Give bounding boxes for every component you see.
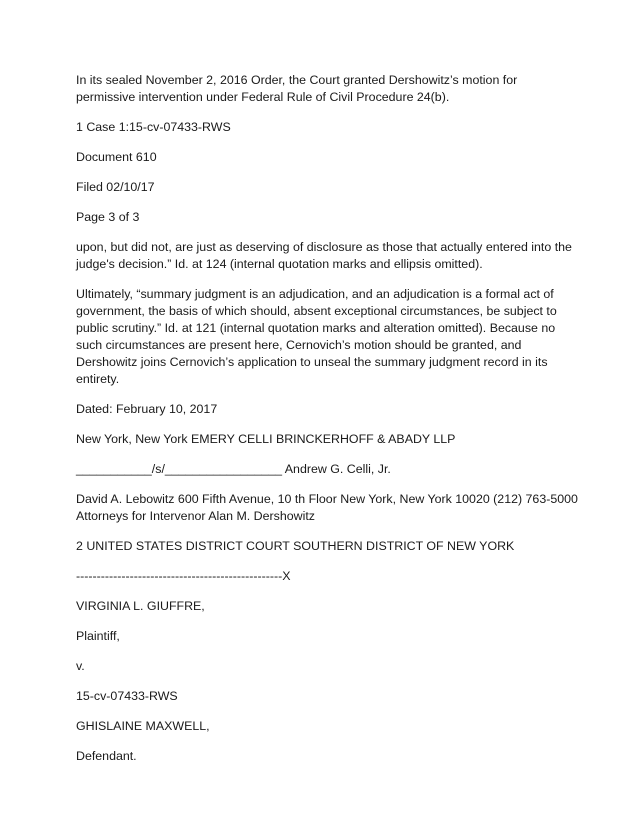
versus-label: v. — [76, 659, 85, 673]
document-number: Document 610 — [76, 150, 157, 164]
plaintiff-name: VIRGINIA L. GIUFFRE, — [76, 599, 205, 613]
defendant-name: GHISLAINE MAXWELL, — [76, 719, 210, 733]
plaintiff-label: Plaintiff, — [76, 629, 120, 643]
dated-line: Dated: February 10, 2017 — [76, 402, 218, 416]
address-paragraph: David A. Lebowitz 600 Fifth Avenue, 10 th Floor New York, New York 10020 (212) 763-5000 Attorneys for Intervenor Alan M. Dershowitz — [76, 492, 578, 523]
firm-line: New York, New York EMERY CELLI BRINCKERHOFF & ABADY LLP — [76, 432, 456, 446]
caption-divider: --------------------------------------------------X — [76, 569, 291, 583]
defendant-label: Defendant. — [76, 749, 137, 763]
ultimately-paragraph: Ultimately, “summary judgment is an adjudication, and an adjudication is a formal act of government, the basis of which should, absent exceptional circumstances, be subject to public scrutiny.” Id. at 121 (internal quotation marks and alteration omitted). Because no such circumstances are present here, Cernovich’s motion should be granted, and Dershowitz joins Cernovich’s application to unseal the summary judgment record in its entirety. — [76, 287, 557, 386]
upon-paragraph: upon, but did not, are just as deserving of disclosure as those that actually entered into the judge's decision.” Id. at 124 (internal quotation marks and ellipsis omitted). — [76, 240, 572, 271]
case-number: 15-cv-07433-RWS — [76, 689, 178, 703]
page-number: Page 3 of 3 — [76, 210, 140, 224]
signature-line: ___________/s/_________________ Andrew G. Celli, Jr. — [76, 462, 391, 476]
intro-paragraph: In its sealed November 2, 2016 Order, the Court granted Dershowitz’s motion for permissive intervention under Federal Rule of Civil Procedure 24(b). — [76, 73, 518, 104]
filed-date: Filed 02/10/17 — [76, 180, 155, 194]
court-heading: 2 UNITED STATES DISTRICT COURT SOUTHERN DISTRICT OF NEW YORK — [76, 539, 515, 553]
case-line: 1 Case 1:15-cv-07433-RWS — [76, 120, 231, 134]
